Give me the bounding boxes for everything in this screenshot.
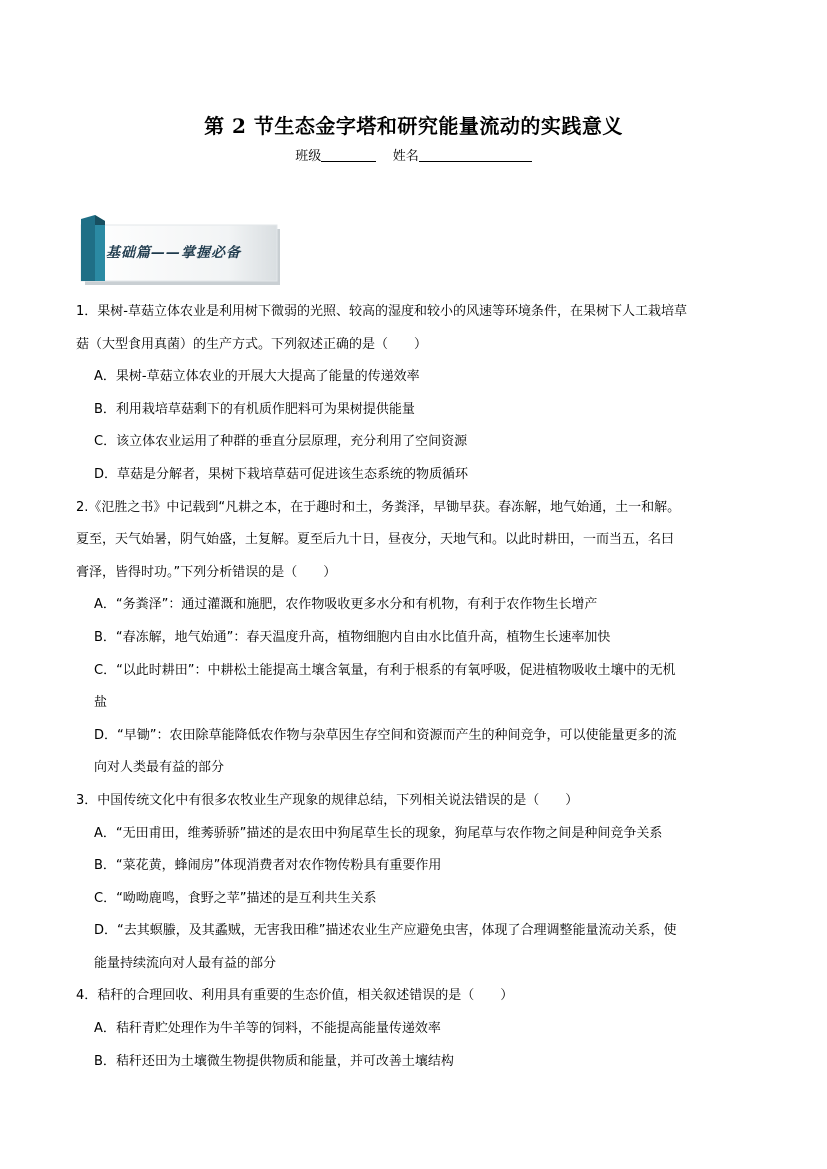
option-line: B．利用栽培草菇剩下的有机质作肥料可为果树提供能量 xyxy=(94,401,415,417)
class-blank xyxy=(321,148,376,162)
option-line: 盐 xyxy=(94,695,108,711)
option-line: C．“呦呦鹿鸣，食野之苹”描述的是互利共生关系 xyxy=(94,890,377,906)
option-line: A．“无田甫田，维莠骄骄”描述的是农田中狗尾草生长的现象，狗尾草与农作物之间是种间竞争关系 xyxy=(94,825,663,841)
question-line: 夏至，天气始暑，阴气始盛，土复解。夏至后九十日，昼夜分，天地气和。以此时耕田，一而当五，名曰 xyxy=(76,532,675,548)
question-line: 2.《氾胜之书》中记载到“凡耕之本，在于趣时和土，务粪泽，早锄早获。春冻解，地气始通，土一和解。 xyxy=(76,499,681,515)
class-label: 班级 xyxy=(295,149,322,164)
option-line: C．“以此时耕田”：中耕松土能提高土壤含氧量，有利于根系的有氧呼吸，促进植物吸收土壤中的无机 xyxy=(94,662,676,678)
name-label: 姓名 xyxy=(392,149,419,164)
option-line: D．“去其螟螣，及其蟊贼，无害我田稚”描述农业生产应避免虫害，体现了合理调整能量流动关系，使 xyxy=(94,923,677,939)
option-line: D．草菇是分解者，果树下栽培草菇可促进该生态系统的物质循环 xyxy=(94,466,469,482)
section-banner xyxy=(77,215,282,290)
option-line: D．“早锄”：农田除草能降低农作物与杂草因生存空间和资源而产生的种间竞争，可以使能量更多的流 xyxy=(94,727,677,743)
option-line: C．该立体农业运用了种群的垂直分层原理，充分利用了空间资源 xyxy=(94,434,468,450)
option-line: B．秸秆还田为土壤微生物提供物质和能量，并可改善土壤结构 xyxy=(94,1053,454,1069)
option-line: 能量持续流向对人最有益的部分 xyxy=(94,955,277,971)
option-line: A．果树-草菇立体农业的开展大大提高了能量的传递效率 xyxy=(94,369,420,385)
page-title: 第 2 节生态金字塔和研究能量流动的实践意义 xyxy=(204,114,623,138)
question-line: 4．秸秆的合理回收、利用具有重要的生态价值，相关叙述错误的是（ ） xyxy=(76,988,514,1004)
question-line: 菇（大型食用真菌）的生产方式。下列叙述正确的是（ ） xyxy=(76,336,428,352)
option-line: B．“菜花黄，蜂闹房”体现消费者对农作物传粉具有重要作用 xyxy=(94,858,442,874)
option-line: A．“务粪泽”：通过灌溉和施肥，农作物吸收更多水分和有机物，有利于农作物生长增产 xyxy=(94,597,598,613)
question-content xyxy=(76,296,756,1078)
question-line: 1．果树-草菇立体农业是利用树下微弱的光照、较高的湿度和较小的风速等环境条件，在果树下人工栽培草 xyxy=(76,304,687,319)
banner-label: 基础篇——掌握必备 xyxy=(106,245,241,261)
name-blank xyxy=(419,148,532,162)
option-line: 向对人类最有益的部分 xyxy=(94,760,225,776)
option-line: A．秸秆青贮处理作为牛羊等的饲料，不能提高能量传递效率 xyxy=(94,1021,441,1037)
option-line: B．“春冻解，地气始通”：春天温度升高，植物细胞内自由水比值升高，植物生长速率加快 xyxy=(94,629,611,645)
question-line: 膏泽，皆得时功。”下列分析错误的是（ ） xyxy=(76,564,337,580)
question-line: 3．中国传统文化中有很多农牧业生产现象的规律总结，下列相关说法错误的是（ ） xyxy=(76,792,579,808)
class-name-line xyxy=(0,145,827,164)
